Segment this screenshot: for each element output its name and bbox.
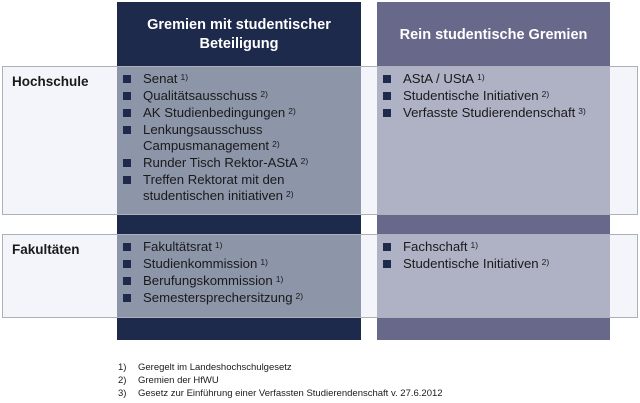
list-item: Berufungskommission $^{1)}$ <box>121 273 357 289</box>
square-bullet-icon <box>123 109 131 117</box>
list-item: Lenkungsausschuss Campusmanagement $^{2)}$ <box>121 122 357 154</box>
row-fakultaeten <box>2 234 638 318</box>
list-item: AK Studienbedingungen $^{2)}$ <box>121 105 357 121</box>
footnote: 1) Geregelt im Landeshochschulgesetz <box>118 362 292 373</box>
square-bullet-icon <box>123 277 131 285</box>
row-hochschule <box>2 66 638 215</box>
square-bullet-icon <box>383 75 391 83</box>
list-fakultaeten-right <box>381 239 631 273</box>
square-bullet-icon <box>123 75 131 83</box>
list-item: Semestersprechersitzung $^{2)}$ <box>121 290 357 306</box>
list-item: Senat $^{1)}$ <box>121 71 357 87</box>
square-bullet-icon <box>383 92 391 100</box>
square-bullet-icon <box>123 294 131 302</box>
list-item: Fakultätsrat $^{1)}$ <box>121 239 357 255</box>
square-bullet-icon <box>383 260 391 268</box>
column-left-header: Gremien mit studentischer Beteiligung <box>147 17 331 52</box>
square-bullet-icon <box>123 126 131 134</box>
list-item: Runder Tisch Rektor-AStA $^{2)}$ <box>121 155 357 171</box>
list-item: Verfasste Studierendenschaft $^{3)}$ <box>381 105 631 121</box>
footnote: 3) Gesetz zur Einführung einer Verfassten Studierendenschaft v. 27.6.2012 <box>118 388 443 399</box>
square-bullet-icon <box>123 176 131 184</box>
list-item: AStA / UStA $^{1)}$ <box>381 71 631 87</box>
square-bullet-icon <box>383 243 391 251</box>
list-hochschule-right <box>381 71 631 122</box>
row-label-fakultaeten: Fakultäten <box>12 242 80 257</box>
square-bullet-icon <box>123 159 131 167</box>
list-fakultaeten-left <box>121 239 357 307</box>
footnote: 2) Gremien der HfWU <box>118 375 219 386</box>
column-right-header: Rein studentische Gremien <box>399 26 588 43</box>
list-item: Fachschaft $^{1)}$ <box>381 239 631 255</box>
list-hochschule-left <box>121 71 357 205</box>
square-bullet-icon <box>383 109 391 117</box>
square-bullet-icon <box>123 92 131 100</box>
list-item: Studentische Initiativen $^{2)}$ <box>381 88 631 104</box>
list-item: Studentische Initiativen $^{2)}$ <box>381 256 631 272</box>
footnotes <box>118 361 443 400</box>
square-bullet-icon <box>123 260 131 268</box>
list-item: Qualitätsausschuss $^{2)}$ <box>121 88 357 104</box>
list-item: Treffen Rektorat mit den studentischen initiativen $^{2)}$ <box>121 172 357 204</box>
row-label-hochschule: Hochschule <box>12 74 89 89</box>
square-bullet-icon <box>123 243 131 251</box>
list-item: Studienkommission $^{1)}$ <box>121 256 357 272</box>
